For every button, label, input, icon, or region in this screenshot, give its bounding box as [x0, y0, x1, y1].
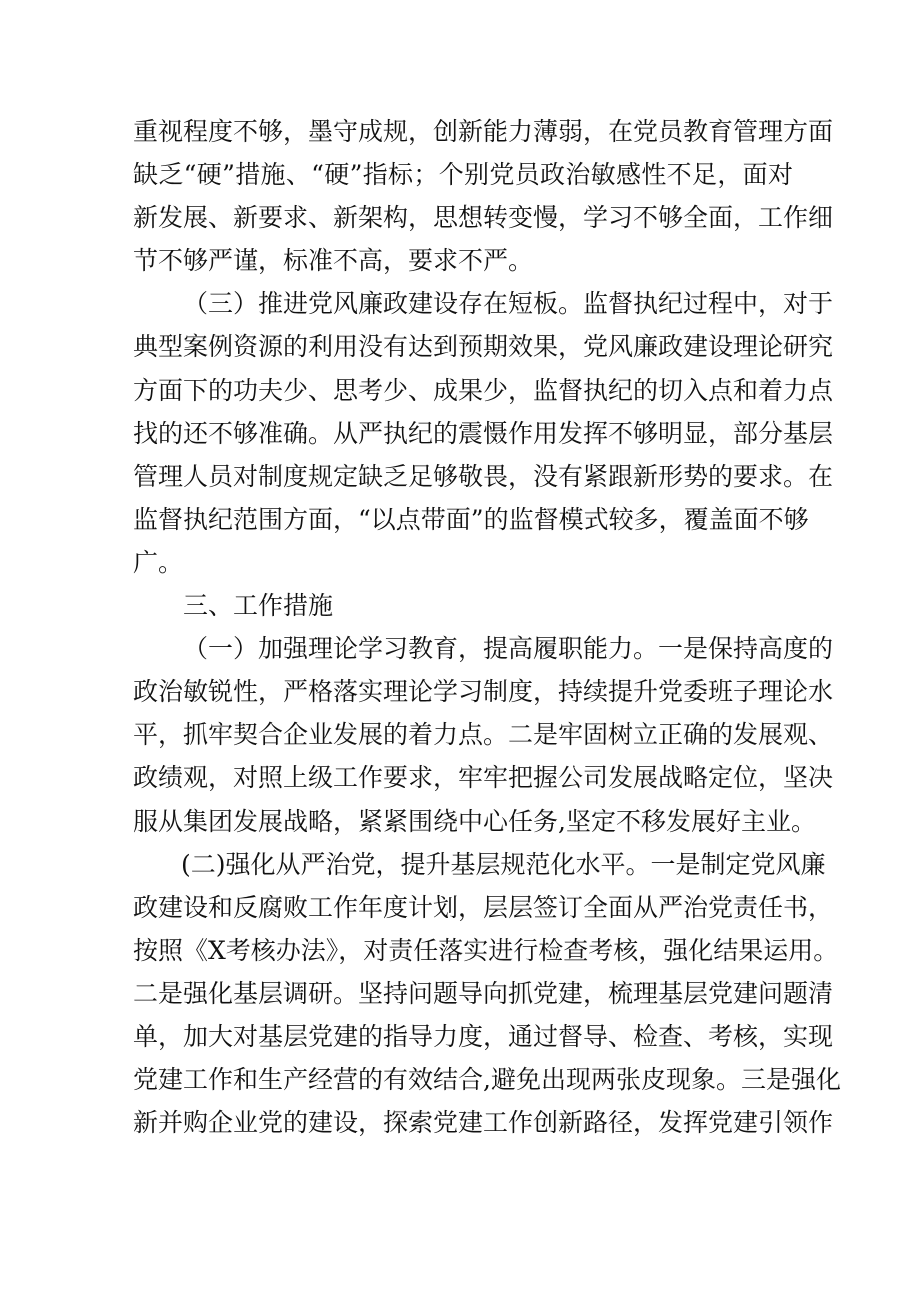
- text-line: 党建工作和生产经营的有效结合,避免出现两张皮现象。三是强化: [133, 1065, 841, 1095]
- text-line: 按照《X考核办法》，对责任落实进行检查考核，强化结果运用。: [133, 935, 839, 965]
- text-line: 广。: [133, 547, 184, 577]
- text-line: 政治敏锐性，严格落实理论学习制度，持续提升党委班子理论水: [133, 677, 834, 707]
- section-heading-3: （三）推进党风廉政建设存在短板。监督执纪过程中，对于: [183, 289, 834, 319]
- section-title-work-measures: 三、工作措施: [183, 591, 334, 621]
- text-line: 政建设和反腐败工作年度计划，层层签订全面从严治党责任书，: [133, 892, 834, 922]
- text-line: 单，加大对基层党建的指导力度，通过督导、检查、考核，实现: [133, 1021, 834, 1051]
- text-line: 监督执纪范围方面，“以点带面”的监督模式较多，覆盖面不够: [133, 504, 809, 534]
- text-line: 方面下的功夫少、思考少、成果少，监督执纪的切入点和着力点: [133, 375, 834, 405]
- document-body: [133, 110, 841, 1144]
- text-line: 典型案例资源的利用没有达到预期效果，党风廉政建设理论研究: [133, 332, 834, 362]
- text-line: 重视程度不够，墨守成规，创新能力薄弱，在党员教育管理方面: [133, 117, 834, 146]
- text-line: 政绩观，对照上级工作要求，牢牢把握公司发展战略定位，坚决: [133, 763, 834, 793]
- text-line: 新并购企业党的建设，探索党建工作创新路径，发挥党建引领作: [133, 1108, 834, 1138]
- text-line: 管理人员对制度规定缺乏足够敬畏，没有紧跟新形势的要求。在: [133, 461, 834, 491]
- text-line: 新发展、新要求、新架构，思想转变慢，学习不够全面，工作细: [133, 203, 834, 233]
- text-line: 二是强化基层调研。坚持问题导向抓党建，梳理基层党建问题清: [133, 978, 834, 1008]
- text-line: 缺乏“硬”措施、“硬”指标；个别党员政治敏感性不足，面对: [133, 160, 793, 190]
- text-line: 找的还不够准确。从严执纪的震慑作用发挥不够明显，部分基层: [133, 418, 834, 448]
- text-line: 节不够严谨，标准不高，要求不严。: [133, 246, 534, 276]
- section-heading-1: （一）加强理论学习教育，提高履职能力。一是保持高度的: [183, 634, 834, 664]
- text-line: 服从集团发展战略，紧紧围绕中心任务,坚定不移发展好主业。: [133, 806, 816, 836]
- text-line: 平，抓牢契合企业发展的着力点。二是牢固树立正确的发展观、: [133, 720, 834, 750]
- section-heading-2: (二)强化从严治党，提升基层规范化水平。一是制定党风廉: [181, 849, 826, 879]
